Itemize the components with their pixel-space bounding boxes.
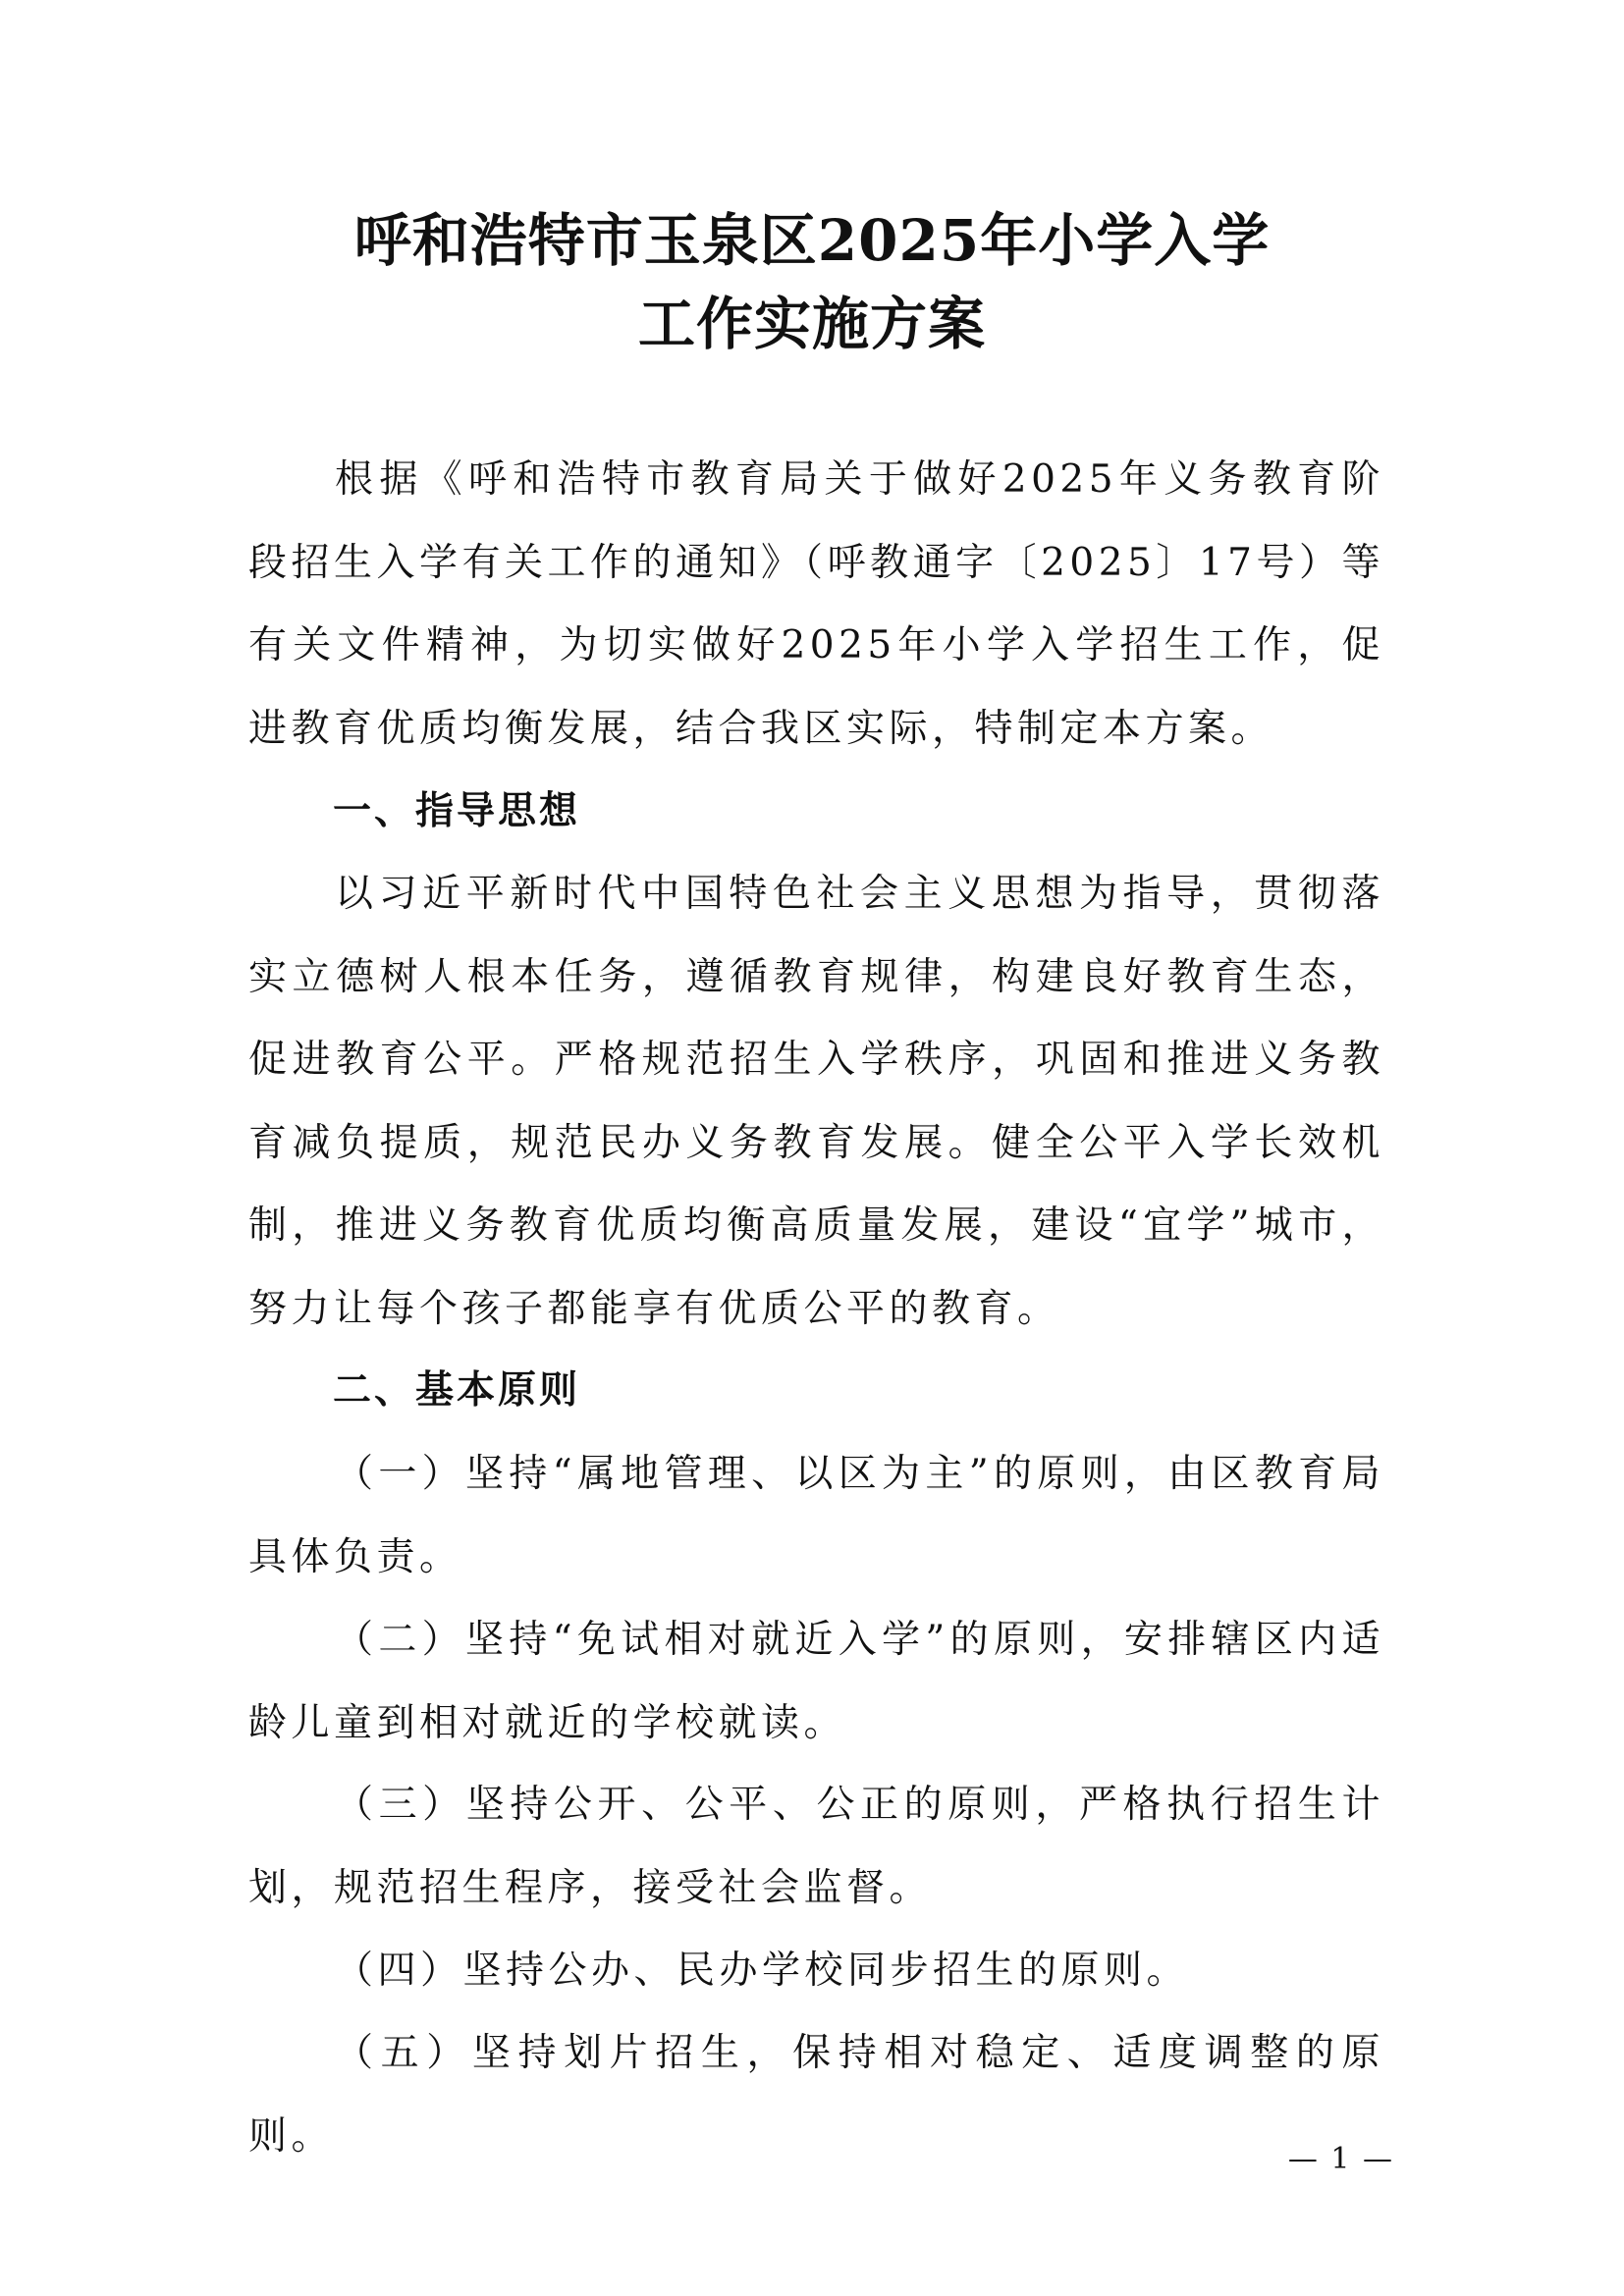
document-title-line-1: 呼和浩特市玉泉区2025年小学入学	[353, 207, 1271, 274]
intro-paragraph: 根据《呼和浩特市教育局关于做好2025年义务教育阶段招生入学有关工作的通知》（呼教通字〔2025〕17号）等有关文件精神，为切实做好2025年小学入学招生工作，促进教育优质均衡发展，结合我区实际，特制定本方案。	[248, 457, 1384, 751]
section-heading-basic-principles: 二、基本原则	[333, 1368, 581, 1413]
principle-item-5: （五）坚持划片招生，保持相对稳定、适度调整的原则。	[248, 2031, 1384, 2159]
document-title-line-2: 工作实施方案	[637, 291, 986, 357]
guiding-ideology-paragraph: 以习近平新时代中国特色社会主义思想为指导，贯彻落实立德树人根本任务，遵循教育规律，构建良好教育生态，促进教育公平。严格规范招生入学秩序，巩固和推进义务教育减负提质，规范民办义务教育发展。健全公平入学长效机制，推进义务教育优质均衡高质量发展，建设“宜学”城市，努力让每个孩子都能享有优质公平的教育。	[248, 872, 1384, 1331]
principle-item-4: （四）坚持公办、民办学校同步招生的原则。	[335, 1949, 1190, 1993]
page-number: — 1 —	[1287, 2142, 1394, 2176]
principle-item-2: （二）坚持“免试相对就近入学”的原则，安排辖区内适龄儿童到相对就近的学校就读。	[248, 1618, 1384, 1745]
section-heading-guiding-ideology: 一、指导思想	[333, 789, 581, 833]
principle-item-1: （一）坚持“属地管理、以区为主”的原则，由区教育局具体负责。	[248, 1452, 1384, 1579]
principle-item-3: （三）坚持公开、公平、公正的原则，严格执行招生计划，规范招生程序，接受社会监督。	[248, 1783, 1384, 1910]
